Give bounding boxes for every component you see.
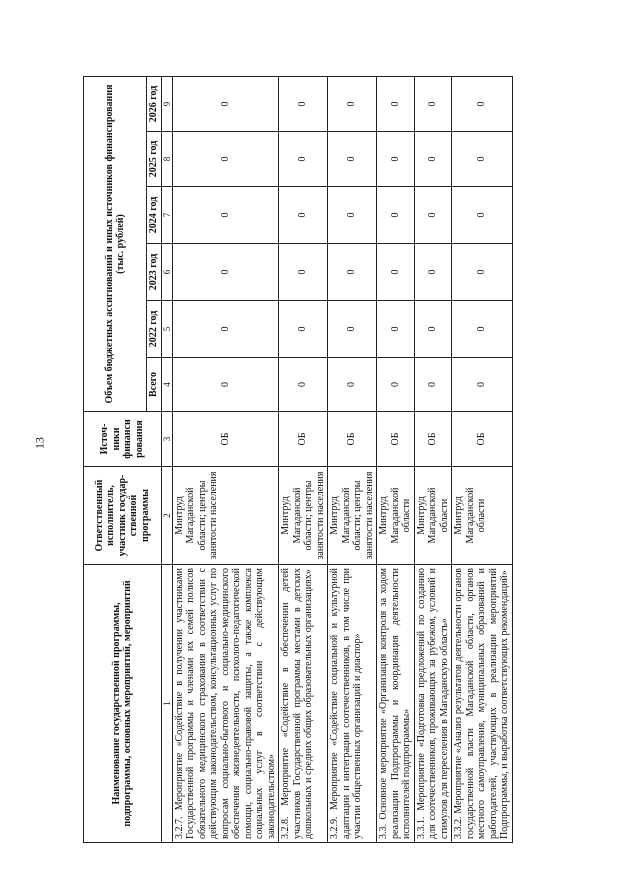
row-2024: 0 — [377, 187, 415, 244]
row-source: ОБ — [279, 412, 328, 467]
rotated-page-content — [83, 77, 613, 843]
row-2022: 0 — [172, 301, 279, 358]
row-2025: 0 — [328, 132, 377, 187]
row-2025: 0 — [414, 132, 452, 187]
col-num: 3 — [161, 412, 172, 467]
row-2023: 0 — [279, 244, 328, 301]
row-name: 3.3.2. Мероприятие «Анализ результатов деятельности органов государственной власти Магаданской области, органов местного самоуправления, муниципальных образований и работодателей, участвующих в реализации мероприятий Подпрограммы, и выработка соответствующих рекомендаций» — [452, 565, 513, 843]
row-2025: 0 — [172, 132, 279, 187]
table-row — [328, 76, 377, 842]
row-2026: 0 — [279, 76, 328, 131]
row-2023: 0 — [452, 244, 513, 301]
row-2023: 0 — [414, 244, 452, 301]
header-source: Источ-ники финанси рования — [84, 412, 162, 467]
col-num: 2 — [161, 467, 172, 565]
row-2024: 0 — [452, 187, 513, 244]
budget-table — [83, 76, 513, 843]
row-executor: Минтруд Магаданской области — [452, 467, 513, 565]
col-num: 7 — [161, 187, 172, 244]
row-name: 3.2.9. Мероприятие «Содействие социальной и культурной адаптации и интеграции соотечественников, в том числе при участии общественных организаций и диаспор» — [328, 565, 377, 843]
row-name: 3.3. Основное мероприятие «Организация контроля за ходом реализации Подпрограммы и координация деятельности исполнителей подпрограммы» — [377, 565, 415, 843]
row-2022: 0 — [377, 301, 415, 358]
row-2023: 0 — [328, 244, 377, 301]
header-year-2023: 2023 год — [147, 244, 162, 301]
table-row — [172, 76, 279, 842]
header-year-2024: 2024 год — [147, 187, 162, 244]
table-row — [279, 76, 328, 842]
col-num: 1 — [161, 565, 172, 843]
row-2025: 0 — [279, 132, 328, 187]
row-name: 3.2.8. Мероприятие «Содействие в обеспечении детей участников Государственной программы местами в детских дошкольных и средних общих образовательных организациях» — [279, 565, 328, 843]
row-2023: 0 — [377, 244, 415, 301]
header-year-2026: 2026 год — [147, 76, 162, 131]
row-name: 3.3.1. Мероприятие «Подготовка предложений по созданию для соотечественников, проживающих за рубежом, условий и стимулов для переселения в Магаданскую область» — [414, 565, 452, 843]
header-volume: Объем бюджетных ассигнований и иных источников финансирования (тыс. рублей) — [84, 76, 147, 411]
row-2026: 0 — [452, 76, 513, 131]
row-executor: Минтруд Магаданской области — [414, 467, 452, 565]
row-source: ОБ — [172, 412, 279, 467]
header-executor: Ответственный исполнитель, участник государ-ственной программы — [84, 467, 162, 565]
row-2022: 0 — [414, 301, 452, 358]
row-source: ОБ — [414, 412, 452, 467]
row-2024: 0 — [414, 187, 452, 244]
col-num: 8 — [161, 132, 172, 187]
row-total: 0 — [377, 358, 415, 412]
row-2024: 0 — [328, 187, 377, 244]
header-row-1 — [84, 76, 147, 842]
header-total: Всего — [147, 358, 162, 412]
row-2026: 0 — [377, 76, 415, 131]
row-2026: 0 — [328, 76, 377, 131]
row-2023: 0 — [172, 244, 279, 301]
row-executor: Минтруд Магаданской области; центры занятости населения — [328, 467, 377, 565]
col-num: 4 — [161, 358, 172, 412]
row-2026: 0 — [414, 76, 452, 131]
row-executor: Минтруд Магаданской области; центры занятости населения — [172, 467, 279, 565]
table-row — [377, 76, 415, 842]
header-name: Наименование государственной программы, подпрограммы, основных мероприятий, мероприятий — [84, 565, 162, 843]
page-number: 13 — [32, 437, 47, 449]
row-2022: 0 — [328, 301, 377, 358]
row-source: ОБ — [452, 412, 513, 467]
row-total: 0 — [414, 358, 452, 412]
row-2024: 0 — [172, 187, 279, 244]
row-2025: 0 — [452, 132, 513, 187]
row-name: 3.2.7. Мероприятие «Содействие в получении участниками Государственной программы и членами их семей полисов обязательного медицинского страхования в соответствии с действующим законодательством, консультационных услуг по вопросам социально-бытового и социально-медицинского обеспечения жизнедеятельности, психолого-педагогической помощи, социально-правовой защиты, а также комплекса социальных услуг в соответствии с действующим законодательством» — [172, 565, 279, 843]
table-row — [452, 76, 513, 842]
row-2026: 0 — [172, 76, 279, 131]
table-row — [414, 76, 452, 842]
column-number-row — [161, 76, 172, 842]
row-executor: Минтруд Магаданской области; центры занятости населения — [279, 467, 328, 565]
row-executor: Минтруд Магаданской области — [377, 467, 415, 565]
col-num: 9 — [161, 76, 172, 131]
row-total: 0 — [172, 358, 279, 412]
header-year-2022: 2022 год — [147, 301, 162, 358]
row-2022: 0 — [279, 301, 328, 358]
row-2025: 0 — [377, 132, 415, 187]
row-source: ОБ — [328, 412, 377, 467]
row-total: 0 — [328, 358, 377, 412]
col-num: 5 — [161, 301, 172, 358]
row-total: 0 — [279, 358, 328, 412]
row-2024: 0 — [279, 187, 328, 244]
col-num: 6 — [161, 244, 172, 301]
row-source: ОБ — [377, 412, 415, 467]
row-2022: 0 — [452, 301, 513, 358]
row-total: 0 — [452, 358, 513, 412]
header-year-2025: 2025 год — [147, 132, 162, 187]
